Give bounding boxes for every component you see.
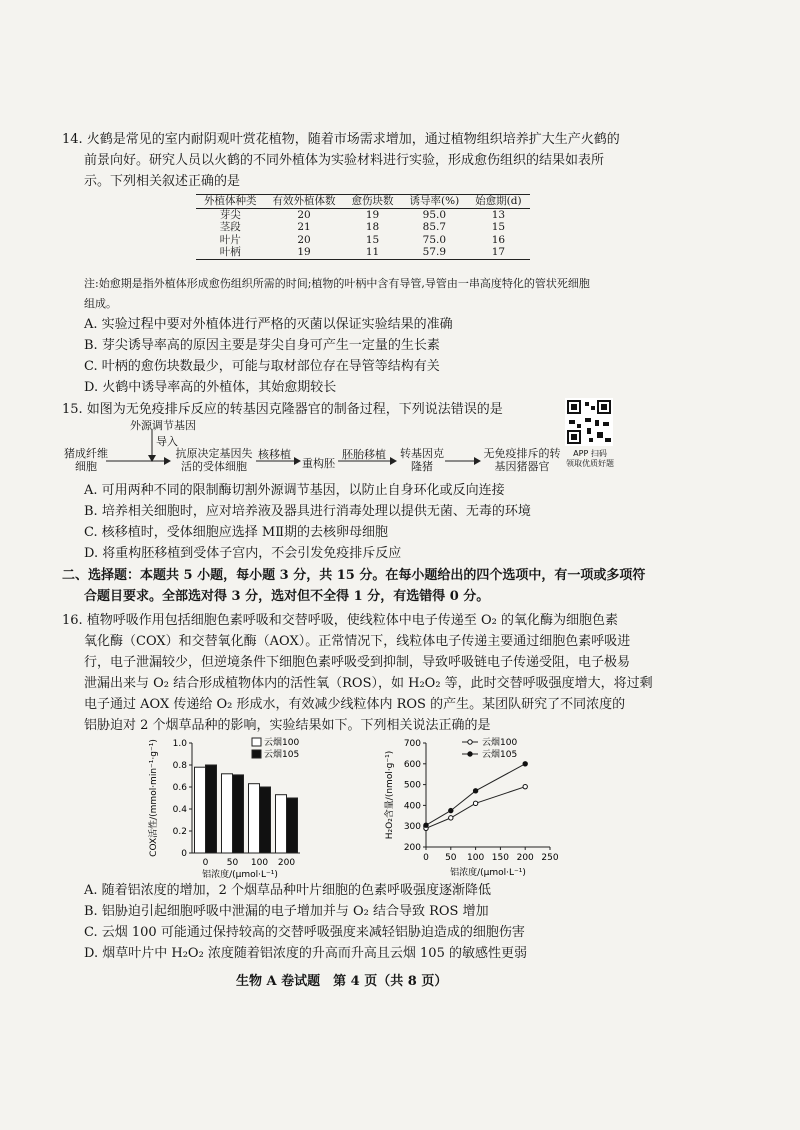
table-header: 始愈期(d) [475,195,522,207]
x-axis-label: 铝浓度/(μmol·L⁻¹) [202,870,278,880]
y-tick-label: 1.0 [172,739,187,749]
y-tick-label: 0.4 [172,805,187,815]
x-tick-label: 50 [226,858,239,868]
table-header: 诱导率(%) [409,195,460,207]
table-cell: 叶片 [219,233,241,246]
bar [206,765,217,853]
legend-swatch [252,750,261,758]
q16-option-b: B. 铝胁迫引起细胞呼吸中泄漏的电子增加并与 O₂ 结合导致 ROS 增加 [84,904,489,919]
q14-note-line1: 注:始愈期是指外植体形成愈伤组织所需的时间;植物的叶柄中含有导管,导管由一串高度特化的管状死细胞 [84,277,590,290]
flow-insert-label: 导入 [156,435,178,448]
data-point [424,823,428,827]
y-tick-label: 500 [403,780,421,791]
q16-line4: 泄漏出来与 O₂ 结合形成植物体内的活性氧（ROS），如 H₂O₂ 等，此时交替呼吸强度增大，将过剩 [84,676,653,691]
flow-exogenous-gene: 外源调节基因 [130,419,196,432]
table-row [196,246,530,259]
qr-caption-line1: APP 扫码 [573,449,607,458]
legend-label: 云烟100 [264,738,300,748]
table-row [196,208,530,221]
bar [287,798,298,853]
table-cell: 芽尖 [219,208,241,221]
flow-receptor-cell: 抗原决定基因失活的受体细胞 [175,447,253,473]
flow-reconstructed-embryo: 重构胚 [302,457,335,470]
table-row [196,234,530,247]
x-tick-label: 200 [516,853,534,863]
y-tick-label: 0.8 [172,761,187,771]
q16-option-a: A. 随着铝浓度的增加，2 个烟草品种叶片细胞的色素呼吸强度逐渐降低 [84,883,492,898]
q15-option-b: B. 培养相关细胞时，应对培养液及器具进行消毒处理以提供无菌、无毒的环境 [84,504,531,519]
table-cell: 茎段 [219,221,241,233]
x-tick-label: 200 [277,858,296,868]
data-point [473,801,477,805]
q16-line6: 铝胁迫对 2 个烟草品种的影响，实验结果如下。下列相关说法正确的是 [84,718,491,733]
bar [233,775,244,853]
q16-line5: 电子通过 AOX 传递给 O₂ 形成水，有效减少线粒体内 ROS 的产生。某团队研究了不同浓度的 [84,697,626,712]
x-axis-label: 铝浓度/(μmol·L⁻¹) [450,868,526,878]
q14-line1: 14. 火鹤是常见的室内耐阴观叶赏花植物，随着市场需求增加，通过植物组织培养扩大生产火鹤的 [62,132,620,147]
data-point [473,789,477,793]
q16-option-d: D. 烟草叶片中 H₂O₂ 浓度随着铝浓度的升高而升高且云烟 105 的敏感性更弱 [84,946,527,961]
y-tick-label: 0.2 [172,827,187,837]
table-header: 愈伤块数 [351,195,394,207]
table-header: 有效外植体数 [272,195,336,207]
q16-line1: 16. 植物呼吸作用包括细胞色素呼吸和交替呼吸，使线粒体中电子传递至 O₂ 的氧化酶为细胞色素 [62,613,618,628]
q16-line2: 氧化酶（COX）和交替氧化酶（AOX）。正常情况下，线粒体电子传递主要通过细胞色素呼吸进 [84,634,631,649]
y-axis-label: COX活性/(mmol·min⁻¹·g⁻¹) [149,739,159,857]
legend-label: 云烟105 [264,750,300,760]
legend-swatch [252,738,261,746]
q15-option-d: D. 将重构胚移植到受体子宫内，不会引发免疫排斥反应 [84,546,402,561]
q15-option-c: C. 核移植时，受体细胞应选择 MⅡ期的去核卵母细胞 [84,525,389,540]
table-header: 外植体种类 [204,195,257,207]
cox-activity-bar-chart [140,735,340,885]
x-tick-label: 100 [467,853,485,863]
legend-marker [468,740,472,744]
bar [260,787,271,853]
table-cell: 16 [491,233,506,246]
data-point [449,816,453,820]
x-tick-label: 100 [250,858,269,868]
q14-line2: 前景向好。研究人员以火鹤的不同外植体为实验材料进行实验，形成愈伤组织的结果如表所 [84,153,605,168]
table-cell: 13 [491,208,506,221]
table-cell: 75.0 [422,233,447,246]
table-cell: 21 [297,221,311,233]
table-cell: 19 [297,246,311,258]
q14-option-c: C. 叶柄的愈伤块数最少，可能与取材部位存在导管等结构有关 [84,359,440,374]
y-tick-label: 0 [181,849,187,859]
flow-step-embryo-transfer: 胚胎移植 [342,448,386,461]
x-tick-label: 0 [202,858,209,868]
table-cell: 20 [297,233,311,246]
bar [195,767,206,853]
data-point [449,808,453,812]
y-tick-label: 600 [403,759,421,770]
q15-stem: 15. 如图为无免疫排斥反应的转基因克隆器官的制备过程，下列说法错误的是 [62,402,503,417]
page-footer: 生物 A 卷试题 第 4 页（共 8 页） [236,974,448,989]
table-cell: 57.9 [422,246,447,258]
flow-transgenic-pig: 转基因克隆猪 [400,447,444,473]
y-axis-label: H₂O₂含量/(nmol·g⁻¹) [385,750,395,840]
table-cell: 11 [365,246,380,258]
y-tick-label: 200 [403,843,421,853]
q14-option-d: D. 火鹤中诱导率高的外植体，其始愈期较长 [84,380,337,395]
data-point [523,762,527,766]
y-tick-label: 400 [403,801,421,812]
table-cell: 85.7 [422,221,447,233]
table-cell: 17 [491,246,506,258]
q15-option-a: A. 可用两种不同的限制酶切割外源调节基因，以防止自身环化或反向连接 [84,483,505,498]
table-cell: 15 [365,233,380,246]
section2-heading: 二、选择题：本题共 5 小题，每小题 3 分，共 15 分。在每小题给出的四个选项中，有一项或多项符 [62,568,646,583]
q14-line3: 示。下列相关叙述正确的是 [84,174,241,189]
flow-fibroblast: 猪成纤维细胞 [64,447,108,473]
data-point [523,784,527,788]
table-cell: 叶柄 [219,246,241,258]
table-header-row [196,195,530,209]
y-tick-label: 0.6 [172,783,187,793]
flow-final-organ: 无免疫排斥的转基因猪器官 [483,447,561,473]
q14-table [196,194,530,260]
series-line [426,764,525,825]
legend-label: 云烟105 [482,750,518,760]
y-tick-label: 700 [403,739,421,749]
qr-caption-line2: 领取优质好题 [566,459,614,468]
y-tick-label: 300 [403,822,421,833]
x-tick-label: 50 [445,853,457,863]
table-cell: 95.0 [422,208,447,221]
q16-option-c: C. 云烟 100 可能通过保持较高的交替呼吸强度来减轻铝胁迫造成的细胞伤害 [84,925,525,940]
h2o2-content-line-chart [380,735,580,885]
table-cell: 15 [491,221,506,233]
section2-heading-line2: 合题目要求。全部选对得 3 分，选对但不全得 1 分，有选错得 0 分。 [84,589,490,604]
bar [222,774,233,853]
bar [249,784,260,853]
q16-line3: 行，电子泄漏较少，但逆境条件下细胞色素呼吸受到抑制，导致呼吸链电子传递受阻，电子极易 [84,655,631,670]
table-cell: 19 [365,208,380,221]
x-tick-label: 250 [541,853,559,863]
table-cell: 20 [297,208,311,221]
legend-marker [468,752,472,756]
q14-option-b: B. 芽尖诱导率高的原因主要是芽尖自身可产生一定量的生长素 [84,338,440,353]
table-cell: 18 [365,221,380,233]
legend-label: 云烟100 [482,738,518,748]
x-tick-label: 150 [491,853,509,863]
q14-option-a: A. 实验过程中要对外植体进行严格的灭菌以保证实验结果的准确 [84,317,453,332]
table-row [196,221,530,234]
q14-note-line2: 组成。 [84,297,117,310]
x-tick-label: 0 [423,853,429,863]
bar [276,795,287,853]
flow-step-nuclear-transfer: 核移植 [258,448,291,461]
